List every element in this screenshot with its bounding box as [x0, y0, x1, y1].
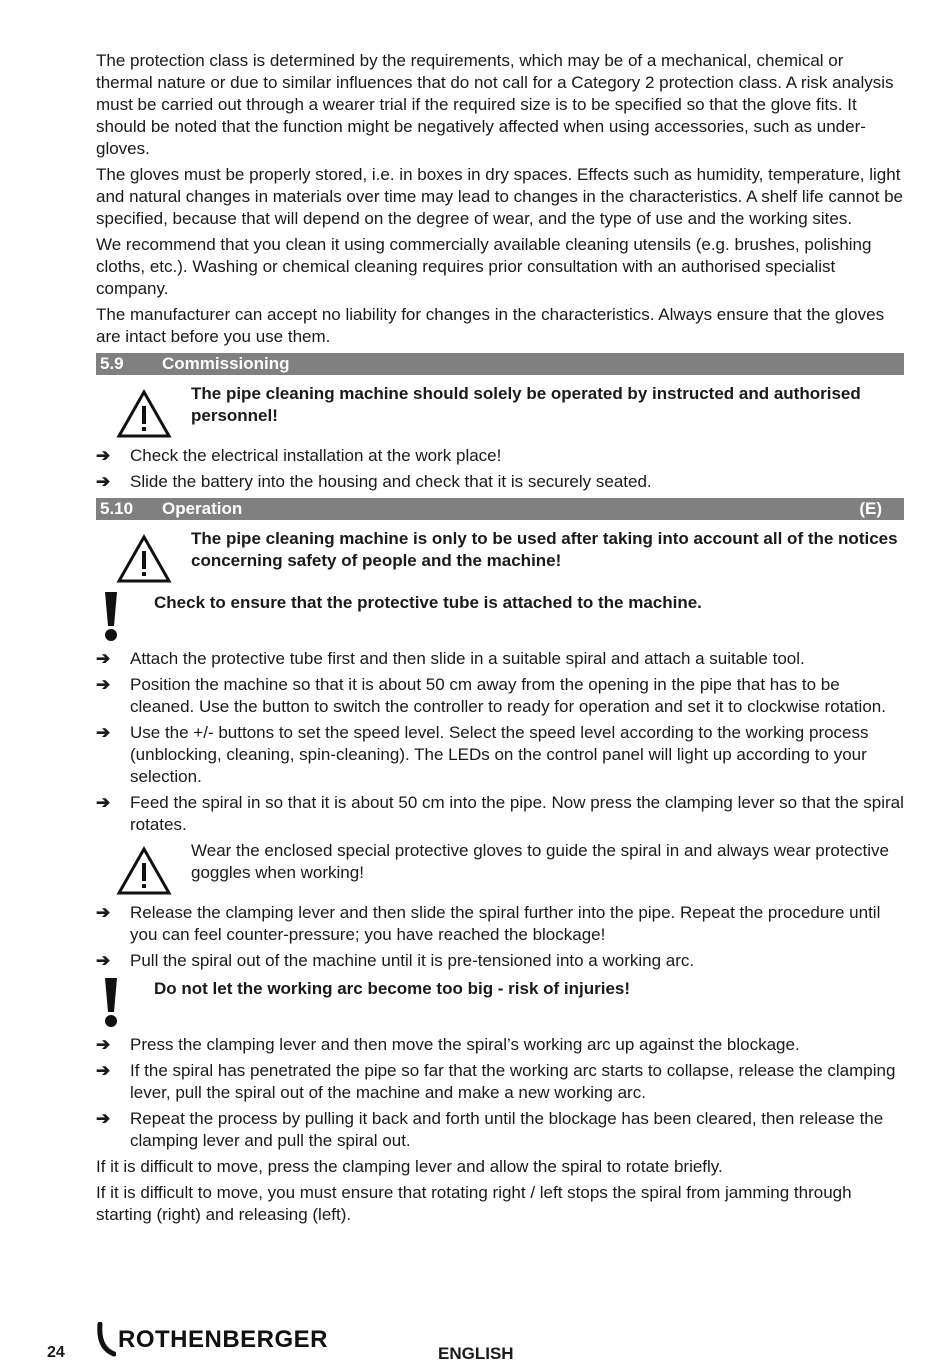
- page-number: 24: [47, 1344, 65, 1361]
- list-item-text: Attach the protective tube first and then slide in a suitable spiral and attach a suitable tool.: [130, 649, 805, 668]
- section-header-commissioning: [96, 353, 904, 375]
- warning-text: The pipe cleaning machine should solely be operated by instructed and authorised personnel!: [191, 384, 861, 425]
- list-item: [96, 445, 904, 467]
- warning-triangle-icon: [96, 840, 191, 896]
- list-item-text: If the spiral has penetrated the pipe so far that the working arc starts to collapse, release the clamping lever, pull the spiral out of the machine and make a new working arc.: [130, 1061, 896, 1102]
- list-item-text: Repeat the process by pulling it back and forth until the blockage has been cleared, then release the clamping lever and pull the spiral out.: [130, 1109, 884, 1150]
- exclamation-icon: [96, 976, 154, 1028]
- warning-text: Wear the enclosed special protective gloves to guide the spiral in and always wear protective goggles when working!: [191, 841, 890, 882]
- warning-text: The pipe cleaning machine is only to be used after taking into account all of the notices concerning safety of people and the machine!: [191, 529, 898, 570]
- list-item-text: Check the electrical installation at the work place!: [130, 446, 502, 465]
- list-item: [96, 648, 904, 670]
- list-item: [96, 1108, 904, 1152]
- list-item-text: Pull the spiral out of the machine until it is pre-tensioned into a working arc.: [130, 951, 695, 970]
- arrow-icon: ➔: [96, 951, 111, 970]
- manual-page: [96, 50, 904, 1230]
- arrow-icon: ➔: [96, 1061, 111, 1080]
- warning-block: [96, 383, 904, 439]
- paragraph: The manufacturer can accept no liability for changes in the characteristics. Always ensure that the gloves are intact before you use them.: [96, 305, 885, 346]
- arrow-icon: ➔: [96, 446, 111, 465]
- arrow-icon: ➔: [96, 723, 111, 742]
- warning-triangle-icon: [96, 383, 191, 439]
- note-text: Do not let the working arc become too big - risk of injuries!: [154, 979, 631, 998]
- brand-swoosh-icon: [96, 1322, 116, 1358]
- list-item: [96, 722, 904, 788]
- section-tag: (E): [859, 499, 882, 518]
- brand-name: ROTHENBERGER: [118, 1326, 329, 1353]
- warning-block: [96, 840, 904, 896]
- list-item: [96, 792, 904, 836]
- list-item: [96, 902, 904, 946]
- arrow-icon: ➔: [96, 472, 111, 491]
- paragraph: We recommend that you clean it using commercially available cleaning utensils (e.g. brushes, polishing cloths, etc.). Washing or chemical cleaning requires prior consultation with an authorised specialist company.: [96, 235, 872, 298]
- note-block: [96, 590, 904, 642]
- note-block: [96, 976, 904, 1028]
- list-item: [96, 1060, 904, 1104]
- section-number: 5.10: [100, 499, 134, 518]
- note-text: Check to ensure that the protective tube is attached to the machine.: [154, 593, 702, 612]
- arrow-icon: ➔: [96, 649, 111, 668]
- list-item-text: Slide the battery into the housing and check that it is securely seated.: [130, 472, 652, 491]
- arrow-icon: ➔: [96, 1109, 111, 1128]
- section-title: Commissioning: [162, 354, 290, 373]
- section-number: 5.9: [100, 354, 124, 373]
- warning-triangle-icon: [96, 528, 191, 584]
- list-item-text: Use the +/- buttons to set the speed level. Select the speed level according to the working process (unblocking, cleaning, spin-cleaning). The LEDs on the control panel will light up according to your selection.: [130, 723, 869, 786]
- page-footer: [0, 1322, 950, 1362]
- exclamation-icon: [96, 590, 154, 642]
- list-item: [96, 1034, 904, 1056]
- section-header-operation: [96, 498, 904, 520]
- list-item-text: Position the machine so that it is about 50 cm away from the opening in the pipe that has to be cleaned. Use the button to switch the controller to ready for operation and set it to clockwise rotation.: [130, 675, 886, 716]
- arrow-icon: ➔: [96, 793, 111, 812]
- arrow-icon: ➔: [96, 675, 111, 694]
- list-item: [96, 471, 904, 493]
- paragraph: If it is difficult to move, press the clamping lever and allow the spiral to rotate briefly.: [96, 1157, 723, 1176]
- list-item: [96, 950, 904, 972]
- paragraph: If it is difficult to move, you must ensure that rotating right / left stops the spiral from jamming through starting (right) and releasing (left).: [96, 1183, 852, 1224]
- arrow-icon: ➔: [96, 1035, 111, 1054]
- list-item-text: Feed the spiral in so that it is about 50 cm into the pipe. Now press the clamping lever so that the spiral rotates.: [130, 793, 904, 834]
- warning-block: [96, 528, 904, 584]
- list-item: [96, 674, 904, 718]
- paragraph: The protection class is determined by the requirements, which may be of a mechanical, chemical or thermal nature or due to similar influences that do not call for a Category 2 protection class. A risk analysis must be carried out through a wearer trial if the required size is to be specified so that the glove fits. It should be noted that the function might be negatively affected when using accessories, such as under-gloves.: [96, 51, 894, 158]
- language-label: ENGLISH: [438, 1344, 514, 1363]
- arrow-icon: ➔: [96, 903, 111, 922]
- paragraph: The gloves must be properly stored, i.e. in boxes in dry spaces. Effects such as humidity, temperature, light and natural changes in materials over time may lead to changes in the characteristics. A shelf life cannot be specified, because that will depend on the degree of wear, and the type of use and the working sites.: [96, 165, 904, 228]
- section-title: Operation: [162, 499, 243, 518]
- list-item-text: Press the clamping lever and then move the spiral’s working arc up against the blockage.: [130, 1035, 800, 1054]
- brand-logo: [96, 1322, 328, 1358]
- list-item-text: Release the clamping lever and then slide the spiral further into the pipe. Repeat the procedure until you can feel counter-pressure; you have reached the blockage!: [130, 903, 881, 944]
